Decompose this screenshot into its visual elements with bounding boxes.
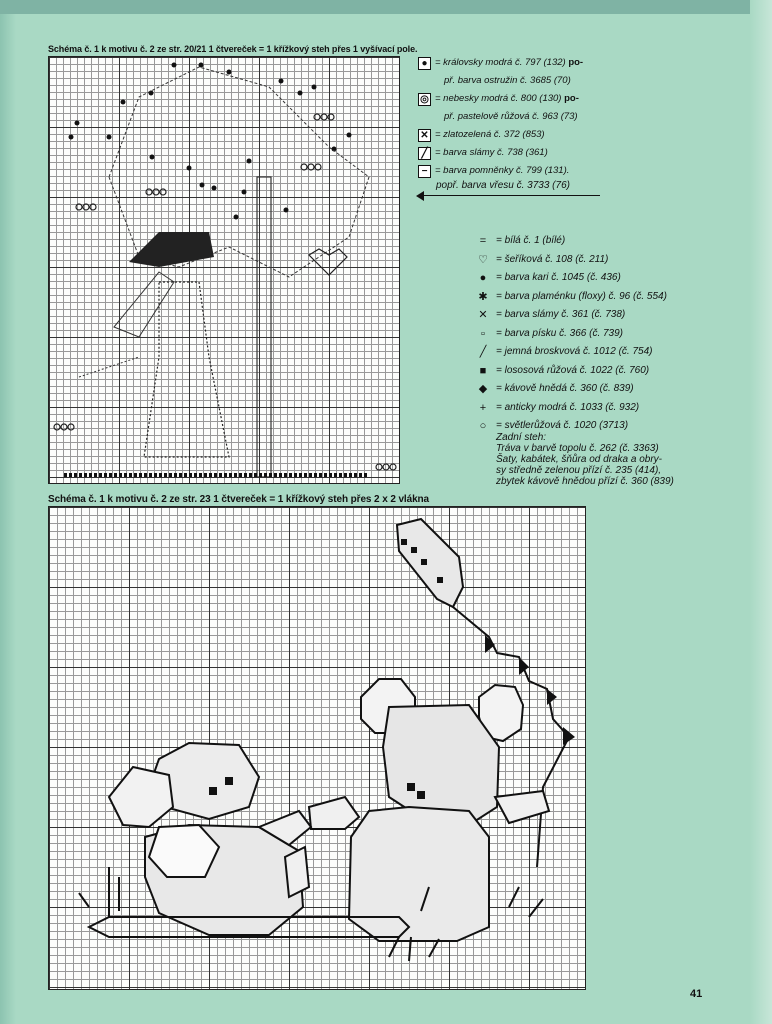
legend-text: = kávově hnědá č. 360 (č. 839)	[496, 383, 634, 394]
legend-item	[476, 251, 746, 270]
page-right-edge	[750, 0, 772, 1024]
legend-top-item	[416, 144, 616, 162]
legend-top-item	[416, 54, 616, 72]
slash-icon: ╱	[479, 346, 487, 358]
cross-stitch-chart-2	[48, 506, 586, 990]
legend-main	[476, 232, 746, 436]
legend-text: = bílá č. 1 (bílé)	[496, 235, 566, 246]
chart2-caption: Schéma č. 1 k motivu č. 2 ze str. 23 1 čtvereček = 1 křížkový steh přes 2 x 2 vlákna	[48, 494, 430, 505]
legend-top-item	[416, 108, 616, 126]
cross-stitch-chart-1	[48, 56, 400, 484]
legend-text: = jemná broskvová č. 1012 (č. 754)	[496, 346, 653, 357]
circle-icon: ○	[479, 420, 487, 432]
legend-text: = anticky modrá č. 1033 (č. 932)	[496, 401, 640, 413]
legend-top-text: = barva slámy č. 738 (361)	[435, 147, 548, 158]
legend-top-item	[416, 90, 616, 108]
x-box-icon: ✕	[418, 129, 431, 142]
cross-icon: ✕	[478, 309, 488, 321]
legend-item	[476, 325, 746, 344]
filled-dot-box-icon: ●	[418, 57, 431, 70]
legend-top-arrow-text: popř. barva vřesu č. 3733 (76)	[436, 180, 570, 191]
plus-icon: +	[479, 401, 487, 414]
asterisk-icon: ✱	[478, 290, 488, 303]
ring-box-icon: ◎	[418, 93, 431, 106]
backstitch-heading: Zadní steh:	[496, 432, 547, 443]
legend-text: = šeříková č. 108 (č. 211)	[496, 253, 609, 265]
chart1-caption: Schéma č. 1 k motivu č. 2 ze str. 20/21 1 čtvereček = 1 křížkový steh přes 1 vyšívací pole.	[48, 44, 418, 54]
legend-text: = světlerůžová č. 1020 (3713)	[496, 420, 629, 431]
legend-top-item	[416, 162, 616, 180]
arrow-left-icon	[416, 191, 424, 201]
legend-top-suffix: po-	[564, 93, 579, 104]
legend-text: = barva plaménku (floxy) č. 96 (č. 554)	[496, 290, 667, 302]
diamond-icon: ◆	[478, 383, 488, 395]
dash-box-icon: −	[418, 165, 431, 178]
legend-item	[476, 306, 746, 325]
legend-top-text: = zlatozelená č. 372 (853)	[435, 129, 545, 140]
dot-icon: ●	[479, 272, 487, 284]
legend-top-item	[416, 72, 616, 90]
legend-item	[476, 362, 746, 381]
legend-text: = lososová růžová č. 1022 (č. 760)	[496, 364, 650, 376]
small-square-icon: ▫	[481, 327, 485, 340]
backstitch-line: Tráva v barvě topolu č. 262 (č. 3363)	[496, 443, 659, 454]
page-top-edge	[0, 0, 772, 14]
page-number: 41	[690, 988, 703, 1000]
legend-item	[476, 380, 746, 399]
legend-item	[476, 232, 746, 251]
legend-top	[416, 54, 616, 202]
legend-top-text: = královsky modrá č. 797 (132)	[435, 57, 566, 68]
legend-item	[476, 343, 746, 362]
backstitch-notes	[496, 432, 674, 487]
legend-top-text: = barva pomněnky č. 799 (131).	[435, 165, 570, 176]
heart-icon: ♡	[478, 253, 488, 266]
backstitch-line: sy středně zelenou přízí č. 235 (414),	[496, 465, 662, 476]
legend-item	[476, 269, 746, 288]
page-binding-shadow	[0, 14, 16, 1024]
slash-box-icon: ╱	[418, 147, 431, 160]
equals-icon: =	[479, 235, 487, 247]
arrow-line	[420, 195, 600, 196]
legend-top-text: př. barva ostružin č. 3685 (70)	[444, 75, 571, 86]
square-icon: ■	[479, 364, 487, 377]
legend-top-item	[416, 126, 616, 144]
backstitch-line: Šaty, kabátek, šňůra od draka a obry-	[496, 454, 663, 465]
legend-text: = barva písku č. 366 (č. 739)	[496, 327, 624, 339]
chart1-pattern-art	[49, 57, 399, 483]
legend-text: = barva slámy č. 361 (č. 738)	[496, 309, 626, 320]
legend-top-arrow-item	[416, 180, 616, 202]
legend-top-suffix: po-	[568, 57, 584, 68]
legend-item	[476, 399, 746, 418]
legend-top-text: = nebesky modrá č. 800 (130)	[435, 93, 562, 104]
legend-item	[476, 288, 746, 307]
legend-top-text: př. pastelově růžová č. 963 (73)	[444, 111, 578, 122]
chart2-pattern-art	[49, 507, 585, 989]
legend-text: = barva kari č. 1045 (č. 436)	[496, 272, 621, 283]
backstitch-line: zbytek kávově hnědou přízí č. 360 (839)	[496, 476, 674, 487]
